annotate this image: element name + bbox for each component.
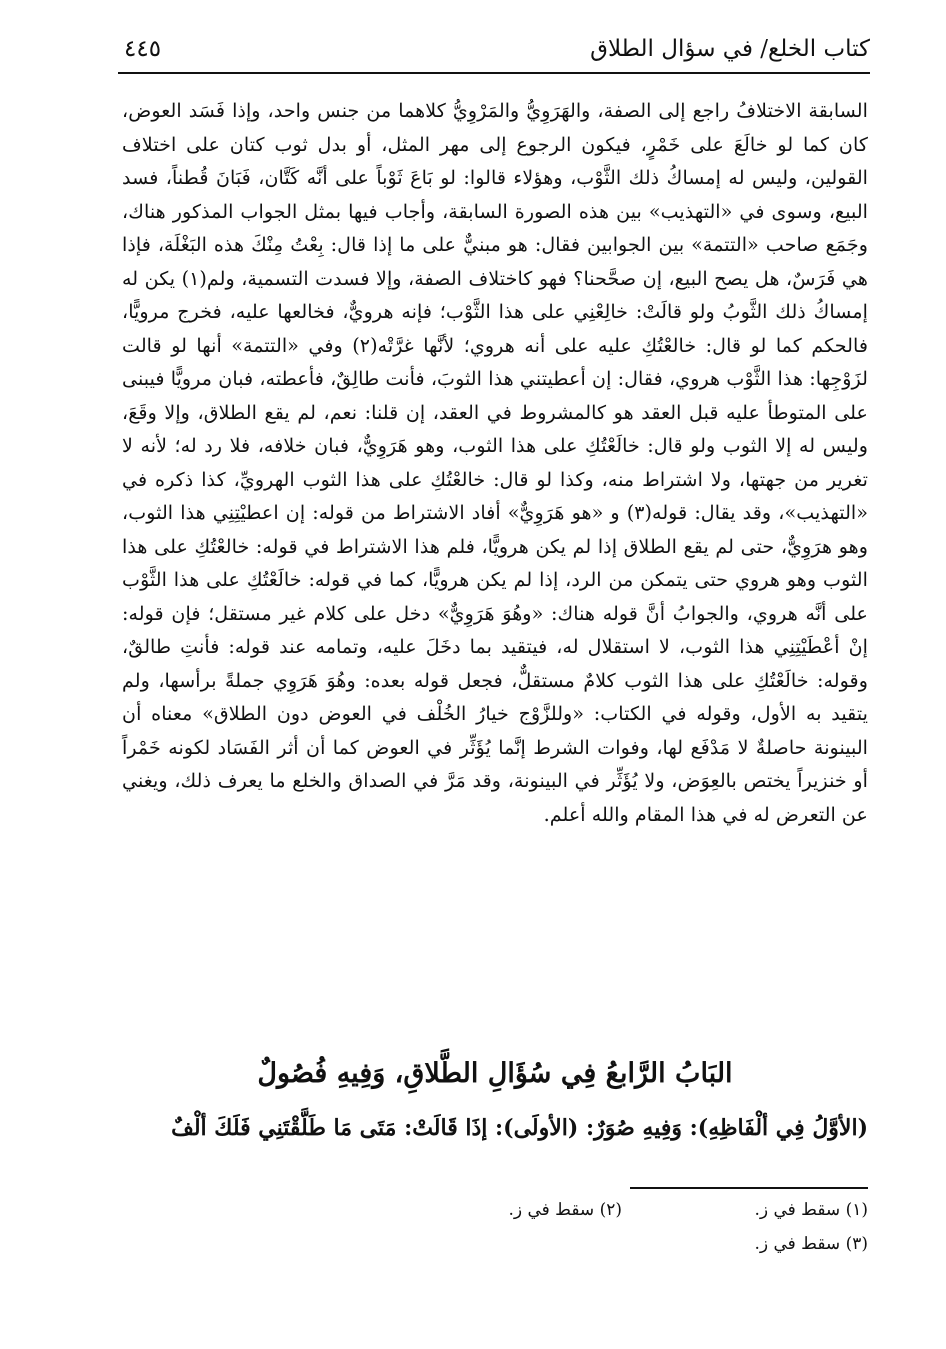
body-text bbox=[122, 94, 868, 831]
footnote-2 bbox=[508, 1200, 622, 1220]
footnote-text: سقط في ز. bbox=[508, 1200, 595, 1220]
footnote-mark: (٣) bbox=[845, 1234, 868, 1254]
footnote-3 bbox=[754, 1234, 868, 1254]
footnote-text: سقط في ز. bbox=[754, 1234, 841, 1254]
running-header bbox=[118, 28, 870, 72]
footnotes bbox=[122, 1200, 868, 1270]
page-number: ٤٤٥ bbox=[124, 36, 162, 62]
chapter-heading: البَابُ الرَّابعُ فِي سُؤَالِ الطَّلاقِ، وَفِيهِ فُصُولٌ bbox=[257, 1058, 733, 1089]
footnote-mark: (٢) bbox=[599, 1200, 622, 1220]
footnote-text: سقط في ز. bbox=[754, 1200, 841, 1220]
section-first-line: (الأوَّلُ فِي ألْفَاظِهِ): وَفِيهِ صُوَرٌ: (الأولَى): إذَا قَالَتْ: مَتَى مَا طَلَّقْتَنِي فَلَكَ ألْفٌ bbox=[171, 1115, 868, 1141]
header-title: كتاب الخلع/ في سؤال الطلاق bbox=[590, 36, 870, 62]
footnote-mark: (١) bbox=[845, 1200, 868, 1220]
body-paragraph: السابقة الاختلافُ راجع إلى الصفة، والهَرَوِيُّ والمَرْوِيُّ كلاهما من جنس واحد، وإذا فَسَد العوض، كان كما لو خالَعَ على خَمْرٍ، فيكون الرجوع إلى مهر المثل، أو بدل ثوب كتان على اختلاف القولين، وليس له إمساكُ ذلك الثَّوْب، وهؤلاء قالوا: لو بَاعَ ثَوْباً على أنَّه كَتَّان، فَبَانَ قُطناً، فسد البيع، وسوى في «التهذيب» بين هذه الصورة السابقة، وأجاب فيها بمثل الجواب المذكور هناك، وجَمَع صاحب «التتمة» بين الجوابين فقال: هو مبنيٌّ على ما إذا قال: بِعْتُ مِنْكَ هذه البَغْلَة، فإذا هي فَرَسٌ، هل يصح البيع، إن صحَّحنا؟ فهو كاختلاف الصفة، وإلا فسدت التسمية، ولم(١) يكن له إمساكُ ذلك الثَّوبُ ولو قالَتْ: خالِعْنِي على هذا الثَّوْب؛ فإنه هرويٌّ، فخالعها عليه، فخرج مرويًّا، فالحكم كما لو قال: خالعْتُكِ عليه على أنه هروي؛ لأنَّها غرَّتْه(٢) وفي «التتمة» أنها لو قالت لزَوْجِها: هذا الثَّوْب هروي، فقال: إن أعطيتني هذا الثوبَ، فأنت طالِقٌ، فأعطته، فبان مرويًّا فيبنى على المتوطأ عليه قبل العقد هو كالمشروط في العقد، إن قلنا: نعم، لم يقع الطلاق، وإلا وقَعَ، وليس له إلا الثوب ولو قال: خالَعْتُكِ على هذا الثوب، وهو هَرَوِيٌّ، فبان خلافه، فلا رد له؛ لأنه لا تغرير من جهتها، ولا اشتراط منه، وكذا لو قال: خالعْتُكِ على هذا الثوب الهرويِّ، كذا ذكره في «التهذيب»، وقد يقال: قوله(٣) و «هو هَرَوِيٌّ» أفاد الاشتراط من قوله: إن اعطيْتِنِي هذا الثوب، وهو هرَوِيٌّ، حتى لم يقع الطلاق إذا لم يكن هرويًّا، فلم هذا الاشتراط في قوله: خالعْتُكِ على هذا الثوب وهو هروي حتى يتمكن من الرد، إذا لم يكن هرويًّا، كما في قوله: خالَعْتُكِ على هذا الثَّوْب على أنَّه هروي، والجوابُ أنَّ قوله هناك: «وهُوَ هَرَوِيٌّ» دخل على كلام غير مستقل؛ فإن قوله: إنْ أعْطَيْتِنِي هذا الثوب، لا استقلال له، فيتقيد بما دخَلَ عليه، وتمامه عند قوله: فأنتِ طالقٌ، وقوله: خالَعْتُكِ على هذا الثوب كلامٌ مستقلٌّ، فجعل قوله بعده: وهُوَ هَرَوِي جملةً برأسها، ولم يتقيد به الأول، وقوله في الكتاب: «وللزَّوْج خيارُ الخُلْف في العوض دون الطلاق» معناه أن البينونة حاصلةٌ لا مَدْفَع لها، وفوات الشرط إنَّما يُؤَثِّر في العوض كما أن أثر الفَسَاد لكونه خَمْراً أو خنزيراً يختص بالعِوَض، ولا يُؤَثِّر في البينونة، وقد مَرَّ في الصداق والخلع ما يعرف ذلك، ويغني عن التعرض له في هذا المقام والله أعلم. bbox=[122, 99, 868, 826]
header-rule bbox=[118, 72, 870, 74]
footnote-1 bbox=[754, 1200, 868, 1220]
footnote-rule bbox=[630, 1187, 868, 1189]
